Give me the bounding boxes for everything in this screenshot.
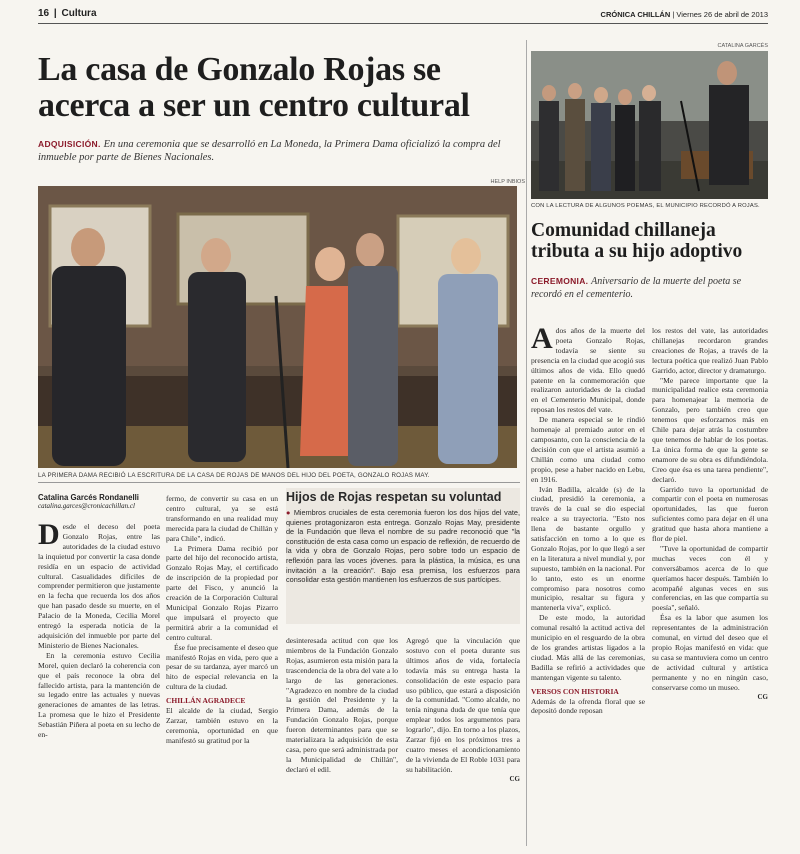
publication-name: CRÓNICA CHILLÁN bbox=[600, 10, 671, 19]
side-headline-line2: tributa a su hijo adoptivo bbox=[531, 241, 743, 262]
side-headline-line1: Comunidad chillaneja bbox=[531, 220, 716, 241]
side-dropcap: A bbox=[531, 326, 553, 355]
side-col2-p2: "Me parece importante que la municipalidad realice esta ceremonia para homenajear la memoria de Gonzalo, pero también creo que tenemos que esforzarnos más en Chile para dejar atrás la costumbre que tenemos de hablar de los poetas. La única forma de que la gente se enamore de su obra es difundiéndola. Creo que ésa es una tarea pendiente", declaró. bbox=[652, 375, 768, 484]
sidebar-box: Hijos de Rojas respetan su voluntad ● Miembros cruciales de esta ceremonia fueron los dos hijos del vate, quienes protagonizaron esta entrega. Gonzalo Rojas May, presidente de la Fundación que lleva el nombre de su padre reconoció que "la constitución de esta casa como un espacio de reflexión, de recuerdo de la vida y obra de Gonzalo Rojas, pero sobre todo un espacio de reflexión para las voces jóvenes. para la plástica, la música, es una invitación a la creación". Bajo esa premisa, los esfuerzos para consolidar esta gestión mantienen los esfuerzos de sus partícipes. bbox=[286, 488, 520, 624]
side-dek bbox=[531, 275, 768, 301]
main-photo-caption: LA PRIMERA DAMA RECIBIÓ LA ESCRITURA DE LA CASA DE ROJAS DE MANOS DEL HIJO DEL POETA, GONZALO ROJAS MAY. bbox=[38, 472, 430, 479]
side-dek-text: Aniversario de la muerte del poeta se recordó en el cementerio. bbox=[531, 276, 742, 300]
main-headline-line1: La casa de Gonzalo Rojas se bbox=[38, 51, 441, 88]
author-name: Catalina Garcés Rondanelli bbox=[38, 493, 139, 502]
side-col1-p4: De este modo, la autoridad comunal resaltó la actitud activa del municipio en el resguardo de la obra de los grandes artistas ligados a la ciudad. Más allá de las ceremonias, Badilla se refirió a actividades que mantengan vigente su talento. bbox=[531, 613, 645, 682]
side-column-2 bbox=[652, 326, 768, 844]
cemetery-photo-illustration bbox=[531, 51, 768, 199]
side-dek-label: CEREMONIA. bbox=[531, 276, 589, 286]
side-col1-after: Además de la ofrenda floral que se depositó donde reposan bbox=[531, 696, 645, 716]
main-col2-p2: La Primera Dama recibió por parte del hijo del reconocido artista, Gonzalo Rojas May, el certificado de inscripción de la propiedad por parte del Fisco, y anunció la creación de la Corporación Cultural Municipal Gonzalo Rojas Pizarro que impulsará el proyecto que permitirá abrir a la comunidad el centro cultural. bbox=[166, 543, 278, 642]
side-photo-credit: CATALINA GARCÉS bbox=[717, 43, 768, 49]
main-photo-credit: HELP INBIOS bbox=[490, 179, 525, 185]
author-email: catalina.garces@cronicachillan.cl bbox=[38, 502, 135, 510]
side-end-mark: CG bbox=[757, 692, 768, 701]
side-col1-p3: Iván Badilla, alcalde (s) de la ciudad, presidió la ceremonia, a través de la cual se dio especial realce a su trayectoria. "Esto nos llena de bastante orgullo y satisfacción en torno a lo que es Gonzalo Rojas, por lo que llegó a ser en la literatura a nivel mundial y, por supuesto, también en la nacional. Por lo tanto, esto es un enorme compromiso para nosotros como municipio, resaltar su figura y mantenerla viva", explicó. bbox=[531, 484, 645, 613]
main-dek bbox=[38, 138, 526, 164]
main-col2-after: El alcalde de la ciudad, Sergio Zarzar, también estuvo en la ceremonia, oportunidad en que manifestó su gratitud por la bbox=[166, 706, 278, 745]
caption-rule bbox=[38, 482, 520, 483]
header-rule bbox=[38, 23, 768, 24]
main-column-3 bbox=[286, 636, 398, 842]
main-col2-p3: Ése fue precisamente el deseo que manifestó Rojas en vida, pero que a pesar de su tardanza, ayer marcó un hito de especial relevancia en la cultura de la ciudad. bbox=[166, 642, 278, 692]
main-column-4 bbox=[406, 636, 520, 842]
sidebar-title: Hijos de Rojas respetan su voluntad bbox=[286, 490, 502, 504]
side-col2-p5: Ésa es la labor que asumen los representantes de la administración comunal, en virtud del deseo que el propio Rojas manifestó en vida: que su casa se mantuviera como un centro de actividad cultural y artística permanente y no en ningún caso, conservarse como un museo. bbox=[652, 613, 768, 692]
sidebar-text: Miembros cruciales de esta ceremonia fueron los dos hijos del vate, quienes protagonizaron esta entrega. Gonzalo Rojas May, presidente de la Fundación que lleva el nombre de su padre reconoció que "la constitución de esta casa como un espacio de reflexión, de recuerdo de la vida y obra de Gonzalo Rojas, pero sobre todo un espacio de reflexión para las voces jóvenes. para la plástica, la música, es una invitación a la creación". Bajo esa premisa, los esfuerzos para consolidar esta gestión mantienen los esfuerzos de sus partícipes. bbox=[286, 508, 520, 585]
main-dek-label: ADQUISICIÓN. bbox=[38, 139, 101, 149]
main-col3-text: desinteresada actitud con que los miembros de la Fundación Gonzalo Rojas, asumieron esta misión para la trascendencia de la obra del vate a lo largo de las generaciones. "Agradezco en nombre de la ciudad la gestión del Presidente y la Primera Dama, además de la Fundación Gonzalo Rojas, porque fueron determinantes para que se materializara la adquisición de esta casa, pero que será administrada por la Municipalidad de Chillán", declaró el edil. bbox=[286, 636, 398, 774]
main-col4-text: Agregó que la vinculación que sostuvo con el poeta durante sus últimos años de vida, fortalecía todavía más su entrega hasta la consolidación de este espacio para uso público, que estará a disposición de la comunidad. "Como alcalde, no tenía ninguna duda de que tenía que emplear todos los argumentos para lograrlo", dijo. En torno a los plazos, Zarzar fijó en los próximos tres a cuatro meses el acondicionamiento de la vivienda de El Roble 1031 para su habilitación. bbox=[406, 636, 520, 774]
side-col2-p1: los restos del vate, las autoridades chillanejas recordaron grandes creaciones de Rojas, a través de la lectura poética que realizó Juan Pablo Garrido, actor, director y dramaturgo. bbox=[652, 326, 768, 375]
side-col1-p2: De manera especial se le rindió homenaje al premiado autor en el camposanto, con la consciencia de la decisión con que el artista asumió a Chillán como una ciudad como propio, pese a haber nacido en Lebu, en 1916. bbox=[531, 415, 645, 484]
side-column-1 bbox=[531, 326, 645, 844]
main-headline-line2: acerca a ser un centro cultural bbox=[38, 87, 470, 124]
side-col2-p4: "Tuve la oportunidad de compartir muchas veces con él y conversábamos acerca de lo que queríamos hacer después. También lo acompañé algunas veces en sus conferencias, en las que compartía su poesía", señaló. bbox=[652, 543, 768, 613]
main-dek-text: En una ceremonia que se desarrolló en La Moneda, la Primera Dama oficializó la compra del inmueble por parte de Bienes Nacionales. bbox=[38, 139, 501, 163]
side-col1-p1: dos años de la muerte del poeta Gonzalo Rojas, todavía se siente su presencia en la ciudad que acogió sus últimos años de vida. Ello quedó patente en la conmemoración que realizaron autoridades de la ciudad en el Cementerio Municipal, donde reposan los restos del vate. bbox=[531, 326, 645, 415]
column-divider bbox=[526, 40, 527, 846]
main-end-mark: CG bbox=[509, 774, 520, 783]
main-col2-p1: fermo, de convertir su casa en un centro cultural, ya se está transformando en una realidad muy merecida para la ciudad de Chillán y para Chile", indicó. bbox=[166, 494, 278, 543]
page-header: 16 | Cultura bbox=[38, 8, 97, 19]
section-name: Cultura bbox=[61, 8, 97, 19]
side-headline bbox=[531, 220, 771, 262]
main-column-2 bbox=[166, 494, 278, 842]
side-photo-caption: CON LA LECTURA DE ALGUNOS POEMAS, EL MUNICIPIO RECORDÓ A ROJAS. bbox=[531, 203, 760, 209]
main-col1-p1: esde el deceso del poeta Gonzalo Rojas, entre las autoridades de la ciudad estuvo la inquietud por convertir la casa donde residía en un espacio de actividad cultural. Casualidades difíciles de comprender permitieron que justamente en la fecha que recuerda los dos años que han pasado desde su muerte, en el Palacio de la Moneda, Cecilia Morel entregó la esperada noticia de la adquisición del inmueble por parte del Ministerio de Bienes Nacionales. bbox=[38, 522, 160, 650]
side-col1-subhead: VERSOS CON HISTORIA bbox=[531, 686, 619, 696]
main-photo bbox=[38, 186, 517, 468]
publication-date: Viernes 26 de abril de 2013 bbox=[676, 10, 768, 19]
side-col2-p3: Garrido tuvo la oportunidad de compartir con el poeta en numerosas oportunidades, las que fueron suficientes como para dejar en él una gratitud que hasta ahora mantiene a flor de piel. bbox=[652, 484, 768, 544]
main-headline bbox=[38, 52, 528, 124]
page-number: 16 bbox=[38, 8, 50, 19]
ceremony-photo-illustration bbox=[38, 186, 517, 468]
main-dropcap: D bbox=[38, 522, 60, 551]
main-col1-p2: En la ceremonia estuvo Cecilia Morel, quien declaró la coherencia con que el país reconoce la obra del fallecido artista, para la mantención de su legado entre las actuales y nuevas generaciones de amantes de las letras. La promesa que le hizo el Presidente Sebastián Piñera al poeta en su lecho de en- bbox=[38, 650, 160, 740]
publication-info: CRÓNICA CHILLÁN | Viernes 26 de abril de 2013 bbox=[600, 10, 768, 19]
author-byline bbox=[38, 493, 163, 510]
side-photo bbox=[531, 51, 768, 199]
main-column-1 bbox=[38, 522, 160, 842]
main-col2-subhead: CHILLÁN AGRADECE bbox=[166, 696, 246, 706]
